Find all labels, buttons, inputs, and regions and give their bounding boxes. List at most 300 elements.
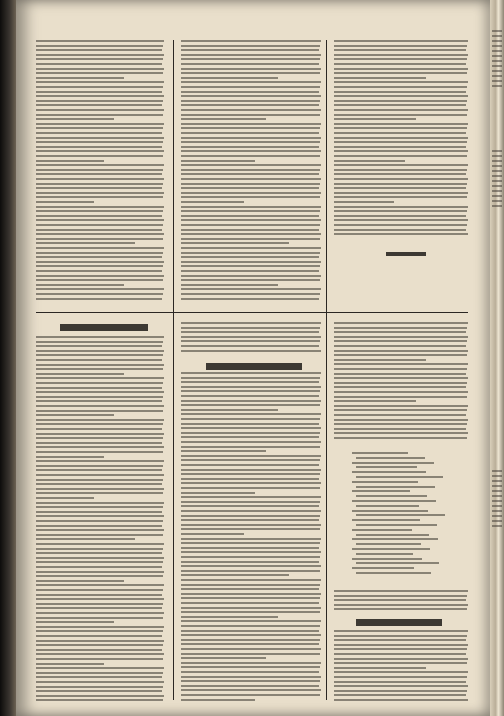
text-line — [36, 465, 163, 467]
text-line — [181, 519, 319, 521]
text-line — [181, 123, 321, 125]
text-line — [36, 132, 162, 134]
text-line — [36, 442, 162, 444]
text-line — [36, 201, 94, 203]
text-line — [181, 579, 321, 581]
text-line — [181, 469, 321, 471]
text-line — [181, 127, 320, 129]
text-line — [181, 450, 266, 452]
text-line — [334, 644, 468, 646]
text-line — [334, 127, 467, 129]
poem-block — [352, 452, 452, 582]
text-line — [36, 483, 162, 485]
text-line — [334, 123, 468, 125]
text-line — [181, 390, 320, 392]
text-line — [36, 456, 104, 458]
text-line — [36, 183, 163, 185]
text-line — [36, 663, 104, 665]
text-line — [36, 603, 163, 605]
edge-text-line — [492, 50, 502, 52]
text-line — [334, 63, 466, 65]
text-line — [334, 396, 467, 398]
text-line — [181, 524, 321, 526]
text-line — [334, 210, 467, 212]
text-line — [181, 63, 319, 65]
text-line — [36, 104, 162, 106]
edge-text-line — [492, 525, 502, 527]
text-line — [181, 238, 320, 240]
text-line — [36, 506, 163, 508]
text-line — [181, 565, 321, 567]
text-line — [181, 611, 320, 613]
edge-text-line — [492, 485, 502, 487]
text-line — [181, 588, 319, 590]
text-line — [36, 368, 163, 370]
text-line — [181, 206, 321, 208]
edge-text-line — [492, 515, 502, 517]
text-line — [36, 350, 164, 352]
text-line — [36, 173, 162, 175]
book-spine — [0, 0, 16, 716]
text-line — [334, 595, 467, 597]
poem-line — [352, 558, 422, 560]
text-line — [334, 368, 467, 370]
text-line — [181, 331, 319, 333]
text-line — [36, 242, 135, 244]
edge-text-line — [492, 60, 502, 62]
edge-text-line — [492, 160, 502, 162]
text-line — [334, 604, 468, 606]
text-line — [181, 487, 320, 489]
text-line — [36, 598, 164, 600]
text-line — [181, 192, 321, 194]
text-line — [36, 612, 164, 614]
poem-line — [356, 486, 435, 488]
text-line — [334, 428, 466, 430]
text-line — [334, 160, 405, 162]
text-line — [181, 542, 320, 544]
text-line — [181, 602, 319, 604]
text-line — [334, 363, 468, 365]
text-line — [36, 137, 164, 139]
poem-line — [352, 519, 420, 521]
text-line — [181, 150, 321, 152]
poem-line — [356, 505, 419, 507]
text-line — [181, 689, 321, 691]
text-line — [334, 183, 467, 185]
edge-text-line — [492, 45, 502, 47]
text-line — [36, 109, 164, 111]
text-line — [334, 45, 467, 47]
text-line — [334, 690, 467, 692]
edge-text-line — [492, 520, 502, 522]
text-line — [181, 275, 321, 277]
poem-line — [356, 495, 427, 497]
text-line — [36, 552, 162, 554]
text-line — [181, 616, 278, 618]
text-line — [36, 433, 164, 435]
text-line — [36, 492, 163, 494]
text-line — [334, 590, 468, 592]
text-line — [36, 336, 164, 338]
text-line — [36, 279, 163, 281]
newspaper-page — [16, 0, 490, 716]
text-line — [36, 288, 164, 290]
text-line — [181, 169, 320, 171]
text-line — [181, 340, 320, 342]
text-line — [334, 419, 468, 421]
text-line — [36, 86, 163, 88]
text-line — [181, 551, 321, 553]
text-line — [36, 410, 163, 412]
text-line — [36, 446, 164, 448]
text-line — [36, 658, 163, 660]
text-line — [181, 482, 321, 484]
text-line — [334, 77, 426, 79]
text-line — [36, 298, 162, 300]
text-line — [36, 72, 163, 74]
text-line — [36, 520, 163, 522]
text-line — [36, 187, 162, 189]
text-line — [334, 350, 468, 352]
text-line — [334, 169, 467, 171]
edge-text-line — [492, 85, 502, 87]
text-line — [36, 359, 162, 361]
text-line — [36, 63, 162, 65]
text-line — [181, 505, 319, 507]
text-line — [181, 173, 319, 175]
text-line — [334, 132, 466, 134]
text-line — [36, 644, 163, 646]
poem-line — [356, 534, 429, 536]
poem-line — [356, 543, 421, 545]
text-line — [36, 382, 163, 384]
text-line — [334, 391, 468, 393]
text-line — [36, 123, 164, 125]
text-line — [36, 529, 164, 531]
text-line — [181, 293, 320, 295]
horizontal-rule — [36, 312, 468, 313]
text-line — [181, 91, 319, 93]
column-lower-right — [334, 322, 468, 440]
text-line — [181, 141, 320, 143]
text-line — [36, 45, 163, 47]
text-line — [181, 247, 321, 249]
text-line — [334, 382, 467, 384]
edge-text-line — [492, 195, 502, 197]
text-line — [36, 566, 162, 568]
text-line — [36, 502, 164, 504]
text-line — [36, 252, 163, 254]
text-line — [181, 515, 320, 517]
text-line — [36, 40, 164, 42]
text-line — [181, 538, 321, 540]
column-lower-center — [181, 322, 321, 352]
text-line — [36, 141, 163, 143]
text-line — [181, 160, 255, 162]
text-line — [334, 81, 468, 83]
text-line — [36, 114, 163, 116]
text-line — [181, 215, 319, 217]
text-line — [36, 354, 163, 356]
text-line — [181, 510, 321, 512]
edge-text-strip — [491, 150, 503, 210]
text-line — [181, 570, 320, 572]
text-line — [36, 699, 163, 701]
text-line — [334, 206, 468, 208]
text-line — [36, 364, 164, 366]
edge-text-line — [492, 150, 502, 152]
text-line — [181, 381, 319, 383]
text-line — [36, 293, 163, 295]
text-line — [181, 256, 319, 258]
text-line — [181, 639, 320, 641]
text-line — [334, 653, 466, 655]
poem-line — [352, 462, 434, 464]
column-lower-center — [181, 372, 321, 700]
text-line — [36, 626, 164, 628]
text-line — [181, 666, 320, 668]
edge-text-line — [492, 165, 502, 167]
text-line — [36, 284, 124, 286]
text-line — [334, 608, 467, 610]
text-line — [36, 77, 124, 79]
edge-text-line — [492, 30, 502, 32]
text-line — [334, 146, 466, 148]
text-line — [334, 639, 466, 641]
poem-line — [352, 510, 428, 512]
text-line — [181, 187, 319, 189]
text-line — [181, 86, 320, 88]
text-line — [36, 164, 164, 166]
text-line — [334, 437, 467, 439]
text-line — [36, 118, 114, 120]
text-line — [36, 667, 164, 669]
text-line — [181, 265, 320, 267]
text-line — [334, 114, 467, 116]
text-line — [36, 100, 163, 102]
text-line — [181, 478, 319, 480]
poem-line — [352, 490, 410, 492]
text-line — [334, 409, 467, 411]
text-line — [181, 574, 289, 576]
text-line — [334, 667, 426, 669]
column-lower-right — [334, 630, 468, 700]
edge-text-strip — [491, 30, 503, 90]
text-line — [334, 630, 468, 632]
text-line — [181, 183, 320, 185]
text-line — [334, 58, 467, 60]
text-line — [36, 538, 135, 540]
text-line — [181, 164, 321, 166]
text-line — [181, 436, 319, 438]
text-line — [36, 81, 164, 83]
text-line — [36, 511, 162, 513]
text-line — [181, 630, 319, 632]
text-line — [36, 68, 164, 70]
text-line — [181, 77, 278, 79]
text-line — [181, 345, 319, 347]
edge-text-line — [492, 490, 502, 492]
text-line — [334, 54, 468, 56]
text-line — [181, 109, 321, 111]
text-line — [36, 525, 162, 527]
text-line — [181, 219, 321, 221]
text-line — [181, 653, 320, 655]
text-line — [334, 386, 466, 388]
text-line — [36, 686, 163, 688]
text-line — [36, 238, 163, 240]
text-line — [36, 54, 164, 56]
text-line — [181, 400, 321, 402]
text-line — [36, 589, 163, 591]
edge-text-line — [492, 205, 502, 207]
text-line — [181, 81, 321, 83]
text-line — [36, 653, 164, 655]
text-line — [36, 49, 162, 51]
text-line — [181, 409, 278, 411]
text-line — [36, 345, 162, 347]
text-line — [36, 155, 163, 157]
text-line — [36, 437, 163, 439]
text-line — [36, 676, 162, 678]
text-line — [181, 643, 319, 645]
text-line — [36, 160, 104, 162]
text-line — [334, 233, 468, 235]
text-line — [334, 377, 468, 379]
text-line — [36, 580, 124, 582]
text-line — [181, 270, 319, 272]
text-line — [36, 681, 164, 683]
text-line — [334, 322, 468, 324]
text-line — [181, 607, 321, 609]
poem-line — [352, 567, 414, 569]
text-line — [181, 446, 320, 448]
text-line — [36, 265, 163, 267]
text-line — [181, 671, 319, 673]
poem-line — [352, 548, 430, 550]
edge-text-line — [492, 70, 502, 72]
edge-text-line — [492, 40, 502, 42]
text-line — [334, 432, 468, 434]
text-line — [36, 377, 164, 379]
text-line — [36, 695, 164, 697]
text-line — [36, 256, 162, 258]
text-line — [36, 649, 162, 651]
text-line — [334, 187, 466, 189]
text-line — [181, 40, 321, 42]
text-line — [36, 543, 164, 545]
text-line — [181, 597, 320, 599]
text-line — [334, 359, 426, 361]
text-line — [334, 91, 466, 93]
text-line — [36, 192, 164, 194]
text-line — [181, 685, 319, 687]
text-line — [334, 72, 467, 74]
edge-text-line — [492, 185, 502, 187]
text-line — [36, 196, 163, 198]
text-line — [334, 662, 467, 664]
text-line — [334, 694, 466, 696]
text-line — [36, 690, 162, 692]
article-heading-left-mark — [60, 324, 148, 331]
text-line — [36, 460, 164, 462]
text-line — [36, 640, 164, 642]
text-line — [334, 95, 468, 97]
text-line — [334, 699, 468, 701]
text-line — [181, 533, 244, 535]
poem-line — [352, 529, 412, 531]
text-line — [181, 395, 319, 397]
text-line — [36, 206, 164, 208]
text-line — [181, 224, 320, 226]
text-line — [334, 327, 467, 329]
edge-text-line — [492, 510, 502, 512]
text-line — [334, 164, 468, 166]
edge-text-line — [492, 495, 502, 497]
article-heading-center-mark — [206, 363, 302, 370]
edge-text-strip — [491, 470, 503, 530]
edge-text-line — [492, 480, 502, 482]
text-line — [334, 215, 466, 217]
text-line — [181, 100, 320, 102]
text-line — [181, 155, 320, 157]
page-edge — [490, 0, 504, 716]
text-line — [36, 548, 163, 550]
edge-text-line — [492, 470, 502, 472]
text-line — [334, 599, 466, 601]
text-line — [181, 432, 320, 434]
text-line — [181, 261, 321, 263]
text-line — [181, 699, 255, 701]
poem-line — [352, 452, 408, 454]
edge-text-line — [492, 190, 502, 192]
text-line — [36, 405, 164, 407]
text-line — [334, 201, 394, 203]
text-line — [36, 215, 162, 217]
edge-text-line — [492, 35, 502, 37]
text-line — [36, 428, 162, 430]
poem-line — [352, 538, 438, 540]
text-line — [36, 127, 163, 129]
text-line — [36, 635, 162, 637]
text-line — [36, 515, 164, 517]
text-line — [334, 173, 466, 175]
text-line — [181, 634, 321, 636]
poem-line — [352, 500, 436, 502]
text-line — [334, 141, 467, 143]
text-line — [36, 150, 164, 152]
poem-line — [356, 553, 413, 555]
article-heading-right-mark — [356, 619, 442, 626]
text-line — [181, 68, 321, 70]
text-line — [181, 464, 319, 466]
text-line — [181, 336, 321, 338]
text-line — [181, 372, 321, 374]
text-line — [334, 137, 468, 139]
text-line — [334, 40, 468, 42]
text-line — [334, 68, 468, 70]
text-line — [181, 72, 320, 74]
text-line — [36, 630, 163, 632]
text-line — [36, 423, 163, 425]
edge-text-line — [492, 65, 502, 67]
poem-line — [356, 466, 417, 468]
text-line — [334, 100, 467, 102]
text-line — [181, 118, 266, 120]
text-line — [181, 459, 320, 461]
text-line — [36, 341, 163, 343]
